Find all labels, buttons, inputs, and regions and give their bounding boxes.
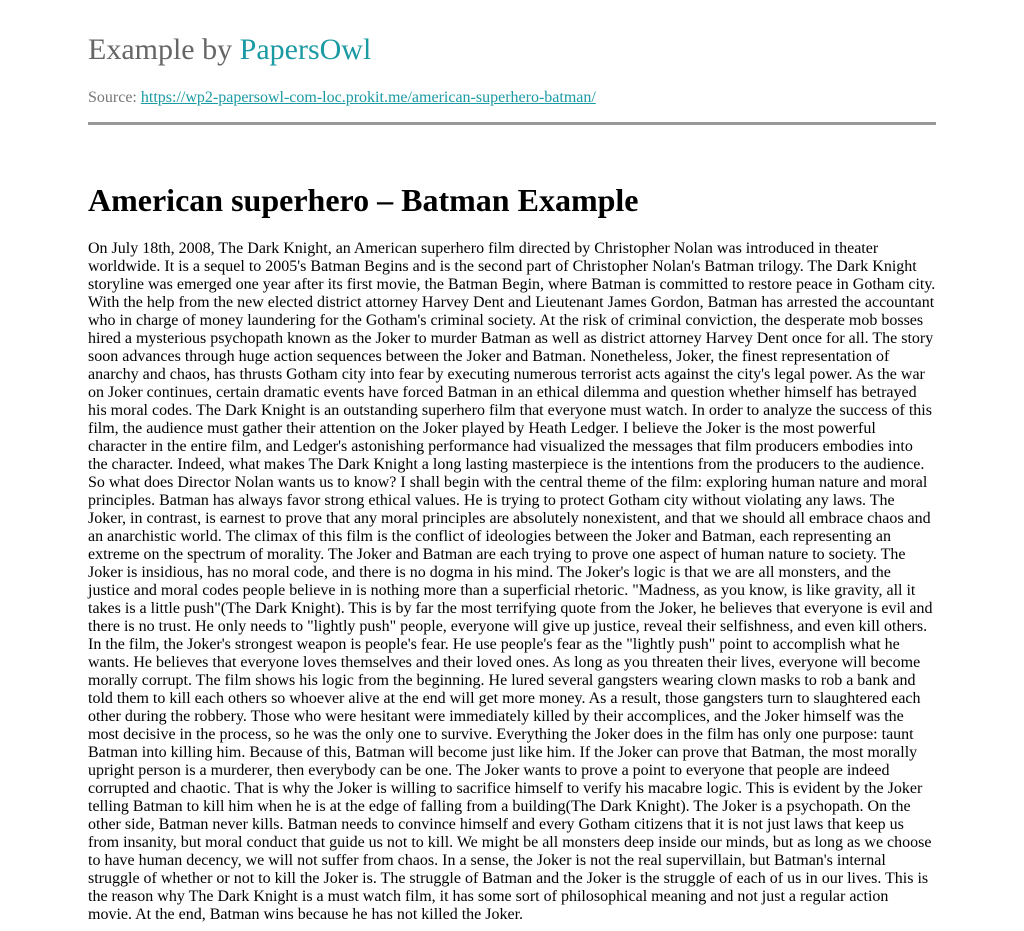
article-title: American superhero – Batman Example	[88, 182, 639, 218]
source-url-link[interactable]: https://wp2-papersowl-com-loc.prokit.me/american-superhero-batman/	[140, 89, 596, 106]
source-line	[88, 88, 596, 108]
article-body: On July 18th, 2008, The Dark Knight, an American superhero film directed by Christopher Nolan was introduced in theater worldwide. It is a sequel to 2005's Batman Begins and is the second part of Christopher Nolan's Batman trilogy. The Dark Knight storyline was emerged one year after its first movie, the Batman Begin, where Batman is committed to restore peace in Gotham city. With the help from the new elected district attorney Harvey Dent and Lieutenant James Gordon, Batman has arrested the accountant who in charge of money laundering for the Gotham's criminal society. At the risk of criminal conviction, the desperate mob bosses hired a mysterious psychopath known as the Joker to murder Batman as well as district attorney Harvey Dent once for all. The story soon advances through huge action sequences between the Joker and Batman. Nonetheless, Joker, the finest representation of anarchy and chaos, has thrusts Gotham city into fear by executing numerous terrorist acts against the city's legal power. As the war on Joker continues, certain dramatic events have forced Batman in an ethical dilemma and question whether himself has betrayed his moral codes. The Dark Knight is an outstanding superhero film that everyone must watch. In order to analyze the success of this film, the audience must gather their attention on the Joker played by Heath Ledger. I believe the Joker is the most powerful character in the entire film, and Ledger's astonishing performance had visualized the messages that film producers embodies into the character. Indeed, what makes The Dark Knight a long lasting masterpiece is the intentions from the producers to the audience. So what does Director Nolan wants us to know? I shall begin with the central theme of the film: exploring human nature and moral principles. Batman has always favor strong ethical values. He is trying to protect Gotham city without violating any laws. The Joker, in contrast, is earnest to prove that any moral principles are absolutely nonexistent, and that we should all embrace chaos and an anarchistic world. The climax of this film is the conflict of ideologies between the Joker and Batman, each representing an extreme on the spectrum of morality. The Joker and Batman are each trying to prove one aspect of human nature to society. The Joker is insidious, has no moral code, and there is no dogma in his mind. The Joker's logic is that we are all monsters, and the justice and moral codes people believe in is nothing more than a superficial rhetoric. "Madness, as you know, is like gravity, all it takes is a little push"(The Dark Knight). This is by far the most terrifying quote from the Joker, he believes that everyone is evil and there is no trust. He only needs to "lightly push" people, everyone will give up justice, reveal their selfishness, and even kill others. In the film, the Joker's strongest weapon is people's fear. He use people's fear as the "lightly push" point to accomplish what he wants. He believes that everyone loves themselves and their loved ones. As long as you threaten their lives, everyone will become morally corrupt. The film shows his logic from the beginning. He lured several gangsters wearing clown masks to rob a bank and told them to kill each others so whoever alive at the end will get more money. As a result, those gangsters turn to slaughtered each other during the robbery. Those who were hesitant were immediately killed by their accomplices, and the Joker himself was the most decisive in the process, so he was the only one to survive. Everything the Joker does in the film has only one purpose: taunt Batman into killing him. Because of this, Batman will become just like him. If the Joker can prove that Batman, the most morally upright person is a murderer, then everybody can be one. The Joker wants to prove a point to everyone that people are indeed corrupted and chaotic. That is why the Joker is willing to sacrifice himself to verify his macabre logic. This is evident by the Joker telling Batman to kill him when he is at the edge of falling from a building(The Dark Knight). The Joker is a psychopath. On the other side, Batman never kills. Batman needs to convince himself and every Gotham citizens that it is not just laws that keep us from insanity, but moral conduct that guide us not to kill. We might be all monsters deep inside our minds, but as long as we choose to have human decency, we will not suffer from chaos. In a sense, the Joker is not the real supervillain, but Batman's internal struggle of whether or not to kill the Joker is. The struggle of Batman and the Joker is the struggle of each of us in our lives. This is the reason why The Dark Knight is a must watch film, it has some sort of philosophical meaning and not just a regular action movie. At the end, Batman wins because he has not killed the Joker.	[88, 240, 936, 923]
header-divider	[88, 122, 936, 125]
brand-prefix: Example by	[88, 33, 240, 66]
source-label: Source:	[88, 89, 141, 106]
brand-header	[88, 31, 371, 69]
brand-name-link[interactable]: PapersOwl	[239, 33, 372, 66]
